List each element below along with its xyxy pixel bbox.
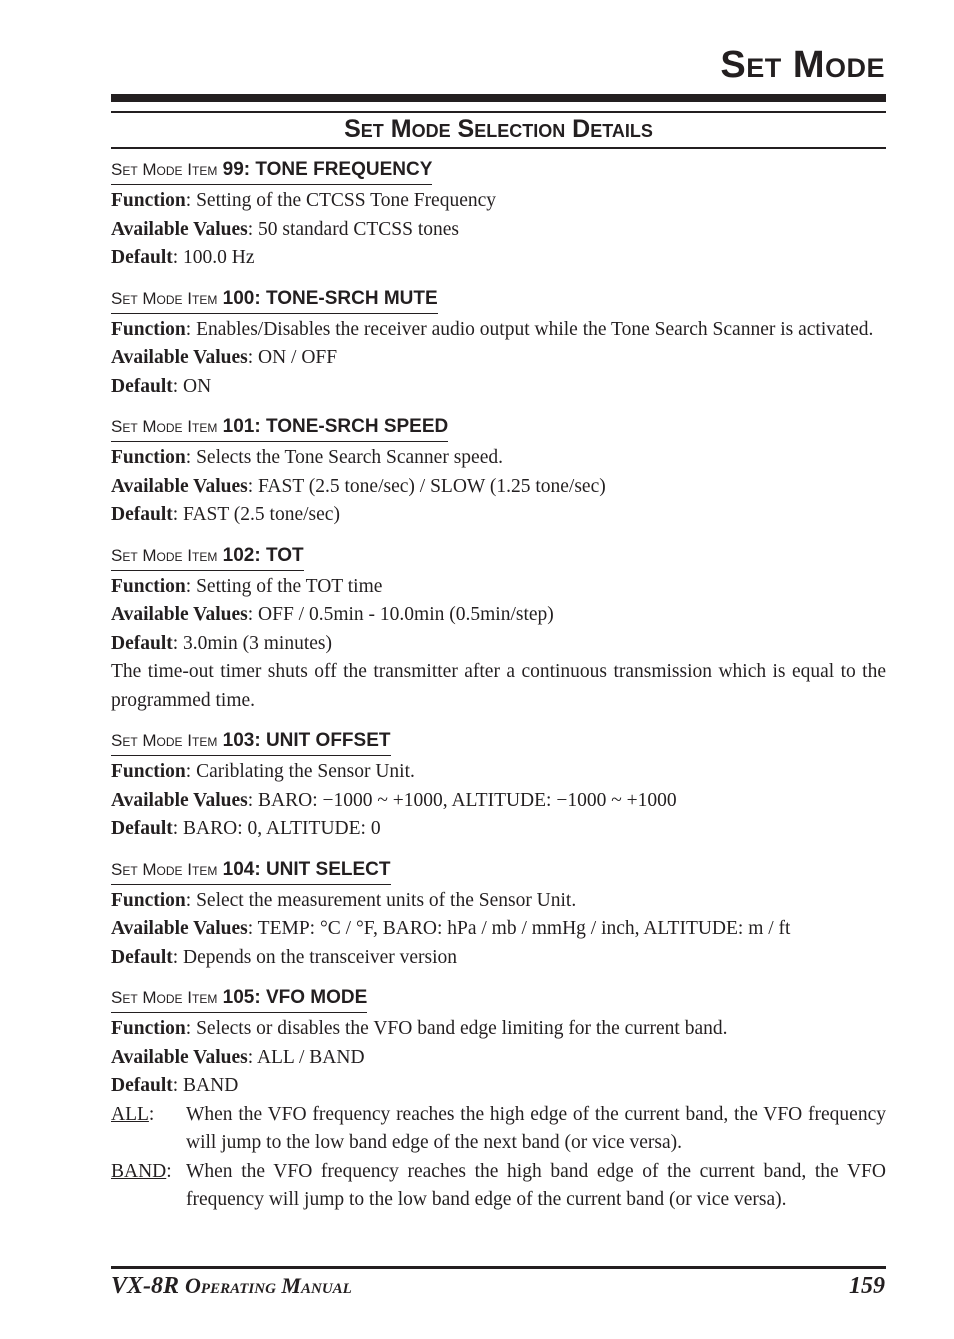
available-values-label: Available Values [111, 604, 248, 625]
footer-manual: Operating Manual [185, 1273, 352, 1298]
default-line: Default: FAST (2.5 tone/sec) [111, 504, 340, 525]
item-prefix: Set Mode Item [111, 288, 218, 308]
function-text: Enables/Disables the receiver audio output while the Tone Search Scanner is activated. [196, 318, 874, 340]
set-mode-item [111, 412, 886, 530]
default-line: Default: 100.0 Hz [111, 247, 255, 268]
definition-term-text: BAND [111, 1160, 167, 1182]
function-label: Function [111, 575, 186, 597]
default-line: Default: BAND [111, 1075, 239, 1096]
item-number: 105 [222, 987, 255, 1008]
item-name: TONE-SRCH MUTE [265, 287, 438, 309]
available-values-line: Available Values: OFF / 0.5min - 10.0min (0.5min/step) [111, 604, 554, 625]
page-title: Set Mode [720, 44, 885, 86]
set-mode-item [111, 726, 886, 844]
function-line: Function: Selects or disables the VFO band edge limiting for the current band. [111, 1018, 728, 1039]
item-heading: Set Mode Item 104: UNIT SELECT [111, 855, 391, 885]
available-values-line: Available Values: 50 standard CTCSS tones [111, 218, 459, 240]
item-prefix: Set Mode Item [111, 417, 218, 436]
item-number: 102 [222, 544, 255, 566]
item-number: 103 [222, 730, 255, 751]
function-line: Function: Setting of the TOT time [111, 575, 383, 597]
item-number: 101 [222, 416, 255, 437]
function-label: Function [111, 318, 186, 340]
item-prefix: Set Mode Item [111, 160, 218, 179]
available-values-label: Available Values [111, 918, 248, 939]
item-heading: Set Mode Item 102: TOT [111, 541, 304, 571]
default-label: Default [111, 1075, 173, 1096]
available-values-label: Available Values [111, 789, 248, 811]
default-text: BARO: 0, ALTITUDE: 0 [183, 818, 381, 839]
set-mode-item [111, 541, 886, 716]
available-values-line: Available Values: BARO: −1000 ~ +1000, ALTITUDE: −1000 ~ +1000 [111, 789, 677, 811]
definition-term: ALL: [111, 1103, 155, 1125]
function-label: Function [111, 1018, 186, 1039]
available-values-text: BARO: −1000 ~ +1000, ALTITUDE: −1000 ~ +1000 [258, 789, 677, 811]
item-prefix: Set Mode Item [111, 988, 218, 1007]
item-name: UNIT SELECT [265, 858, 391, 880]
available-values-label: Available Values [111, 347, 248, 368]
default-line: Default: Depends on the transceiver version [111, 946, 458, 968]
function-line: Function: Cariblating the Sensor Unit. [111, 761, 415, 782]
footer-model: VX-8R [111, 1273, 180, 1299]
item-heading: Set Mode Item 99: TONE FREQUENCY [111, 155, 432, 185]
definition-all [111, 1101, 886, 1158]
item-number: 104 [222, 858, 255, 880]
default-text: ON [183, 375, 212, 397]
section-title: Set Mode Selection Details [344, 115, 653, 143]
available-values-text: ON / OFF [258, 347, 338, 368]
set-mode-item [111, 155, 886, 273]
note-text: The time-out timer shuts off the transmitter after a continuous transmission which is equal to the programmed time. [111, 661, 886, 711]
definition-text: When the VFO frequency reaches the high edge of the current band, the VFO frequency will jump to the low band edge of the next band (or vice versa). [186, 1103, 886, 1153]
available-values-label: Available Values [111, 1046, 248, 1068]
default-label: Default [111, 247, 173, 268]
definition-term: BAND: [111, 1160, 172, 1182]
set-mode-item [111, 284, 886, 402]
default-label: Default [111, 504, 173, 525]
available-values-text: TEMP: °C / °F, BARO: hPa / mb / mmHg / inch, ALTITUDE: m / ft [257, 918, 791, 939]
item-heading: Set Mode Item 101: TONE-SRCH SPEED [111, 412, 448, 442]
section-rule-top [111, 111, 886, 113]
set-mode-item [111, 855, 886, 973]
available-values-line: Available Values: FAST (2.5 tone/sec) / SLOW (1.25 tone/sec) [111, 475, 606, 497]
available-values-text: 50 standard CTCSS tones [258, 218, 459, 240]
function-line: Function: Setting of the CTCSS Tone Frequency [111, 190, 497, 211]
function-text: Setting of the CTCSS Tone Frequency [196, 190, 497, 211]
item-list [111, 155, 886, 1226]
function-line: Function: Select the measurement units of the Sensor Unit. [111, 889, 577, 911]
function-label: Function [111, 190, 186, 211]
available-values-label: Available Values [111, 218, 248, 240]
function-text: Selects or disables the VFO band edge limiting for the current band. [196, 1018, 728, 1039]
definition-term-text: ALL [111, 1103, 149, 1125]
available-values-line: Available Values: ON / OFF [111, 347, 338, 368]
function-text: Selects the Tone Search Scanner speed. [196, 447, 503, 468]
available-values-text: FAST (2.5 tone/sec) / SLOW (1.25 tone/sec) [258, 475, 606, 497]
function-text: Select the measurement units of the Sensor Unit. [196, 889, 577, 911]
default-label: Default [111, 818, 173, 839]
default-text: Depends on the transceiver version [183, 946, 458, 968]
default-text: 3.0min (3 minutes) [183, 632, 332, 654]
item-name: TONE-SRCH SPEED [265, 416, 449, 437]
default-text: 100.0 Hz [183, 247, 255, 268]
default-label: Default [111, 375, 173, 397]
set-mode-item [111, 983, 886, 1215]
default-text: BAND [183, 1075, 239, 1096]
function-line: Function: Selects the Tone Search Scanner speed. [111, 447, 503, 468]
item-heading: Set Mode Item 103: UNIT OFFSET [111, 726, 391, 756]
default-line: Default: 3.0min (3 minutes) [111, 632, 332, 654]
function-label: Function [111, 889, 186, 911]
item-heading: Set Mode Item 100: TONE-SRCH MUTE [111, 284, 438, 314]
available-values-line: Available Values: TEMP: °C / °F, BARO: hPa / mb / mmHg / inch, ALTITUDE: m / ft [111, 918, 791, 939]
function-label: Function [111, 761, 186, 782]
function-line: Function: Enables/Disables the receiver audio output while the Tone Search Scanner is activated. [111, 318, 874, 340]
item-prefix: Set Mode Item [111, 731, 218, 750]
item-prefix: Set Mode Item [111, 545, 218, 565]
item-name: UNIT OFFSET [265, 730, 391, 751]
available-values-text: OFF / 0.5min - 10.0min (0.5min/step) [258, 604, 554, 625]
item-heading: Set Mode Item 105: VFO MODE [111, 983, 367, 1013]
definition-band [111, 1158, 886, 1215]
default-label: Default [111, 632, 173, 654]
definition-text: When the VFO frequency reaches the high band edge of the current band, the VFO frequency will jump to the low band edge of the current band (or vice versa). [186, 1160, 886, 1210]
item-number: 100 [222, 287, 255, 309]
available-values-line: Available Values: ALL / BAND [111, 1046, 365, 1068]
available-values-label: Available Values [111, 475, 248, 497]
function-text: Setting of the TOT time [196, 575, 383, 597]
item-number: 99 [222, 159, 244, 180]
page-number: 159 [849, 1273, 885, 1299]
function-text: Cariblating the Sensor Unit. [196, 761, 415, 782]
default-line: Default: BARO: 0, ALTITUDE: 0 [111, 818, 381, 839]
default-line: Default: ON [111, 375, 212, 397]
footer-manual-title [111, 1274, 352, 1298]
item-name: VFO MODE [265, 987, 368, 1008]
title-rule [111, 94, 886, 102]
item-name: TOT [265, 544, 304, 566]
default-text: FAST (2.5 tone/sec) [183, 504, 340, 525]
section-rule-bottom [111, 147, 886, 149]
footer-rule [111, 1266, 886, 1269]
available-values-text: ALL / BAND [256, 1046, 365, 1068]
default-label: Default [111, 946, 173, 968]
item-name: TONE FREQUENCY [255, 159, 433, 180]
item-prefix: Set Mode Item [111, 859, 218, 879]
function-label: Function [111, 447, 186, 468]
